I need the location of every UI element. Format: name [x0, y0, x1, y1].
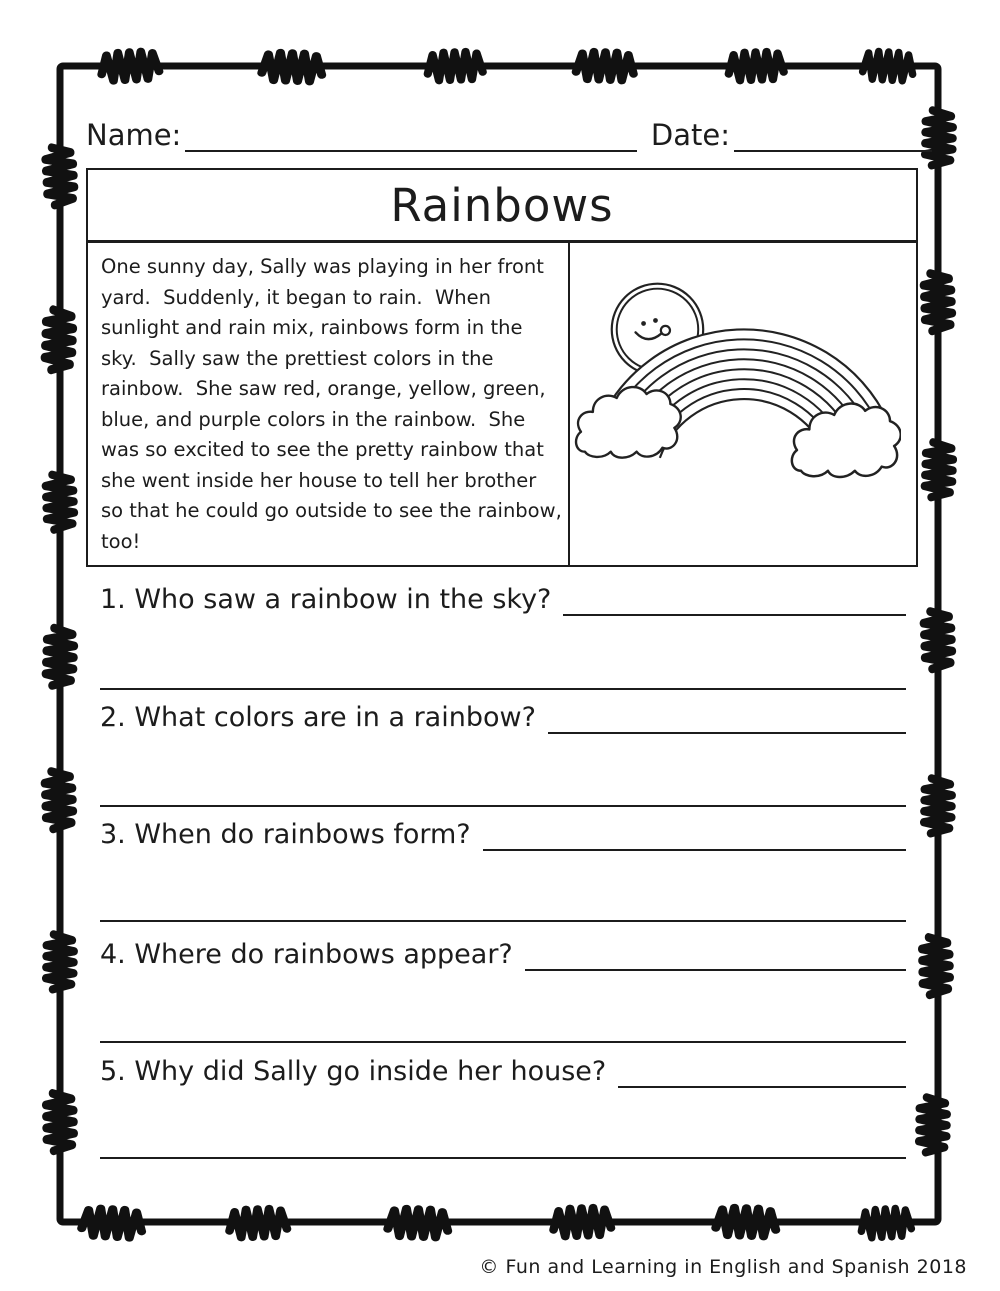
answer-line [548, 704, 906, 734]
answer-line-full [100, 920, 906, 922]
question-row [100, 701, 906, 734]
question-label: 4. Where do rainbows appear? [100, 939, 513, 970]
cloud-left-icon [576, 387, 681, 458]
answer-line-full [100, 1157, 906, 1159]
worksheet-title: Rainbows [390, 178, 614, 232]
name-label: Name: [86, 118, 182, 152]
answer-line [525, 941, 906, 971]
illustration-panel [570, 243, 916, 565]
passage-box [86, 241, 918, 567]
answer-line [563, 586, 906, 616]
answer-line [618, 1058, 906, 1088]
answer-line [483, 821, 906, 851]
copyright-footer: © Fun and Learning in English and Spanish 2018 [479, 1256, 967, 1278]
question-label: 2. What colors are in a rainbow? [100, 702, 536, 733]
question-row [100, 583, 906, 616]
passage-text: One sunny day, Sally was playing in her front yard. Suddenly, it began to rain. When sunlight and rain mix, rainbows form in the sky. Sally saw the prettiest colors in the rainbow. She saw red, orange, yellow, green, blue, and purple colors in the rainbow. She was so excited to see the pretty rainbow that she went inside her house to tell her brother so that he could go outside to see the rainbow, too! [88, 243, 570, 565]
question-label: 3. When do rainbows form? [100, 819, 471, 850]
question-row [100, 818, 906, 851]
name-input-line [185, 120, 637, 152]
question-label: 1. Who saw a rainbow in the sky? [100, 584, 552, 615]
question-row [100, 938, 906, 971]
answer-line-full [100, 1041, 906, 1043]
sun-rainbow-clouds-illustration-icon [570, 243, 901, 560]
question-label: 5. Why did Sally go inside her house? [100, 1056, 607, 1087]
question-row [100, 1055, 906, 1088]
answer-line-full [100, 805, 906, 807]
header-row [86, 118, 932, 152]
date-label: Date: [650, 118, 730, 152]
answer-line-full [100, 688, 906, 690]
title-box [86, 168, 918, 242]
date-input-line [734, 120, 932, 152]
